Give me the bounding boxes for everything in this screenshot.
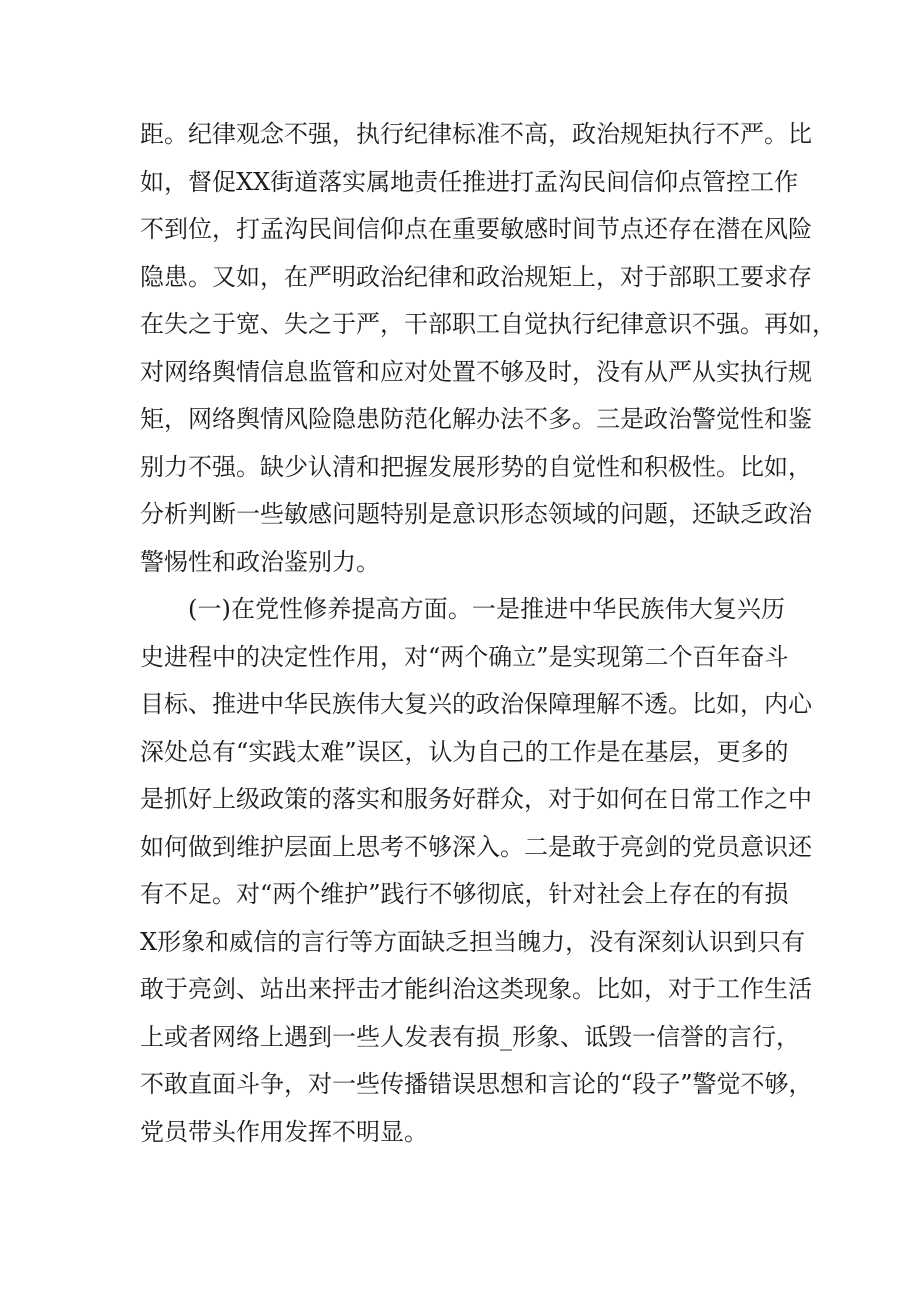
text-line-last: 党员带头作用发挥不明显。 [140, 1117, 428, 1146]
text-line: 对网络舆情信息监管和应对处置不够及时，没有从严从实执行规 [140, 357, 812, 386]
text-line: 隐患。又如，在严明政治纪律和政治规矩上，对于部职工要求存 [140, 262, 812, 291]
text-line: 深处总有“实践太难”误区，认为自己的工作是在基层，更多的 [140, 737, 789, 766]
text-line: 在失之于宽、失之于严，干部职工自觉执行纪律意识不强。再如， [140, 310, 836, 338]
text-line: 有不足。对“两个维护”践行不够彻底，针对社会上存在的有损 [140, 880, 789, 908]
text-line: 如何做到维护层面上思考不够深入。二是敢于亮剑的党员意识还 [140, 832, 812, 861]
paragraph-first-line: (一)在党性修养提高方面。一是推进中华民族伟大复兴历 [188, 595, 785, 623]
text-line: 上或者网络上遇到一些人发表有损_形象、诋毁一信誉的言行， [140, 1022, 800, 1051]
text-line: 分析判断一些敏感问题特别是意识形态领域的问题，还缺乏政治 [140, 500, 812, 528]
text-line: 目标、推进中华民族伟大复兴的政治保障理解不透。比如，内心 [140, 690, 812, 718]
text-line-last: 警惕性和政治鉴别力。 [140, 547, 380, 576]
text-line: 如，督促XX街道落实属地责任推进打孟沟民间信仰点管控工作 [140, 167, 799, 196]
text-line: 距。纪律观念不强，执行纪律标准不高，政治规矩执行不严。比 [140, 120, 812, 148]
text-line: 矩，网络舆情风险隐患防范化解办法不多。三是政治警觉性和鉴 [140, 405, 812, 433]
text-line: 是抓好上级政策的落实和服务好群众，对于如何在日常工作之中 [140, 785, 812, 813]
text-line: 史进程中的决定性作用，对“两个确立”是实现第二个百年奋斗 [140, 642, 789, 671]
document-body [140, 111, 836, 1156]
text-line: 敢于亮剑、站出来抨击才能纠治这类现象。比如，对于工作生活 [140, 975, 812, 1003]
text-line: 别力不强。缺少认清和把握发展形势的自觉性和积极性。比如， [140, 452, 812, 481]
text-line: 不到位，打孟沟民间信仰点在重要敏感时间节点还存在潜在风险 [140, 215, 812, 243]
text-line: X形象和威信的言行等方面缺乏担当魄力，没有深刻认识到只有 [140, 927, 806, 956]
text-line: 不敢直面斗争，对一些传播错误思想和言论的“段子”警觉不够， [140, 1070, 813, 1098]
